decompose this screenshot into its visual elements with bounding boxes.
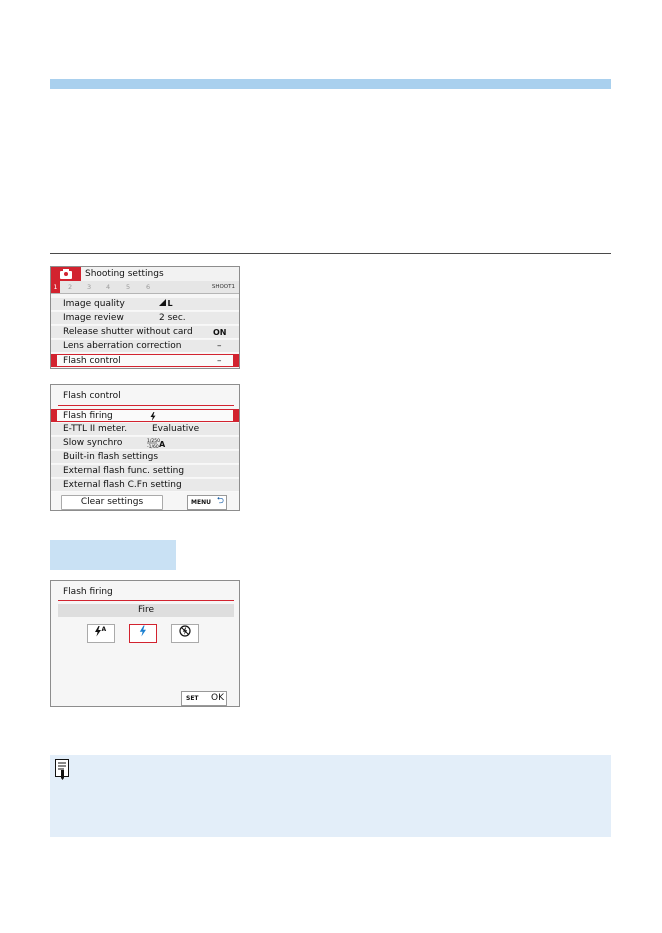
svg-text:-1/60: -1/60	[147, 445, 159, 449]
menu-title: Flash firing	[63, 587, 113, 597]
tab-5[interactable]: 5	[126, 283, 131, 291]
flash-control-screen	[50, 384, 240, 511]
shooting-settings-screen	[50, 266, 240, 369]
row-label: Built-in flash settings	[63, 452, 159, 462]
tab-2[interactable]: 2	[68, 283, 73, 291]
menu-header	[51, 267, 239, 282]
camera-lens-icon	[64, 272, 68, 276]
header-color-bar	[50, 79, 611, 89]
flash-on-button[interactable]	[129, 624, 157, 643]
menu-title: Flash control	[63, 391, 121, 401]
svg-text:L: L	[167, 299, 173, 307]
row-value: –	[217, 356, 222, 366]
memo-icon	[55, 759, 69, 781]
row-value: 2 sec.	[159, 313, 186, 323]
tab-3[interactable]: 3	[87, 283, 92, 291]
tab-6[interactable]: 6	[146, 283, 151, 291]
menu-row-lens-aberration[interactable]	[51, 340, 239, 353]
row-label: External flash func. setting	[63, 466, 185, 476]
svg-text:A: A	[101, 626, 107, 633]
section-label-box	[50, 540, 176, 570]
flash-auto-icon	[94, 625, 108, 637]
menu-row-image-quality[interactable]	[51, 298, 239, 311]
svg-text:A: A	[159, 440, 166, 449]
menu-return-button[interactable]	[187, 495, 227, 510]
menu-row-slow-synchro[interactable]	[51, 437, 239, 450]
menu-row-external-flash-func[interactable]	[51, 465, 239, 478]
tab-1[interactable]: 1	[51, 281, 60, 293]
title-underline	[58, 405, 234, 406]
menu-row-image-review[interactable]	[51, 312, 239, 325]
row-label: Release shutter without card	[63, 327, 193, 337]
row-label: Flash firing	[63, 411, 113, 421]
menu-row-external-flash-cfn[interactable]	[51, 479, 239, 492]
row-label: E-TTL II meter.	[63, 424, 128, 434]
menu-label: MENU	[191, 499, 211, 506]
flash-on-icon	[139, 625, 147, 637]
menu-row-release-shutter[interactable]	[51, 326, 239, 339]
row-label: Flash control	[63, 356, 121, 366]
flash-firing-screen	[50, 580, 240, 707]
ok-label: OK	[211, 693, 224, 703]
section-divider	[50, 253, 611, 254]
svg-text:1/250: 1/250	[147, 439, 160, 444]
camera-tab[interactable]	[51, 267, 81, 281]
row-label: Image review	[63, 313, 124, 323]
row-label: Slow synchro	[63, 438, 123, 448]
row-value: ON	[213, 328, 227, 337]
menu-row-ettl-meter[interactable]	[51, 423, 239, 436]
tab-4[interactable]: 4	[106, 283, 111, 291]
row-value: Evaluative	[152, 424, 200, 434]
selected-value: Fire	[58, 604, 234, 617]
set-ok-button[interactable]	[181, 691, 227, 706]
return-arrow-icon: ⮌	[216, 496, 224, 506]
row-label: Image quality	[63, 299, 125, 309]
note-box	[50, 755, 611, 837]
title-underline	[58, 600, 234, 601]
tab-code: SHOOT1	[211, 284, 235, 290]
flash-off-icon	[179, 625, 191, 637]
image-quality-icon	[159, 298, 174, 312]
clear-settings-button[interactable]: Clear settings	[61, 495, 163, 510]
set-label: SET	[186, 695, 199, 702]
menu-row-flash-firing[interactable]	[51, 409, 239, 422]
flash-off-button[interactable]	[171, 624, 199, 643]
menu-row-flash-control[interactable]	[51, 354, 239, 367]
row-label: Lens aberration correction	[63, 341, 182, 351]
menu-row-built-in-flash[interactable]	[51, 451, 239, 464]
tab-strip	[51, 281, 239, 294]
row-value: –	[217, 341, 222, 351]
flash-auto-button[interactable]	[87, 624, 115, 643]
row-label: External flash C.Fn setting	[63, 480, 182, 490]
menu-title: Shooting settings	[85, 269, 164, 279]
